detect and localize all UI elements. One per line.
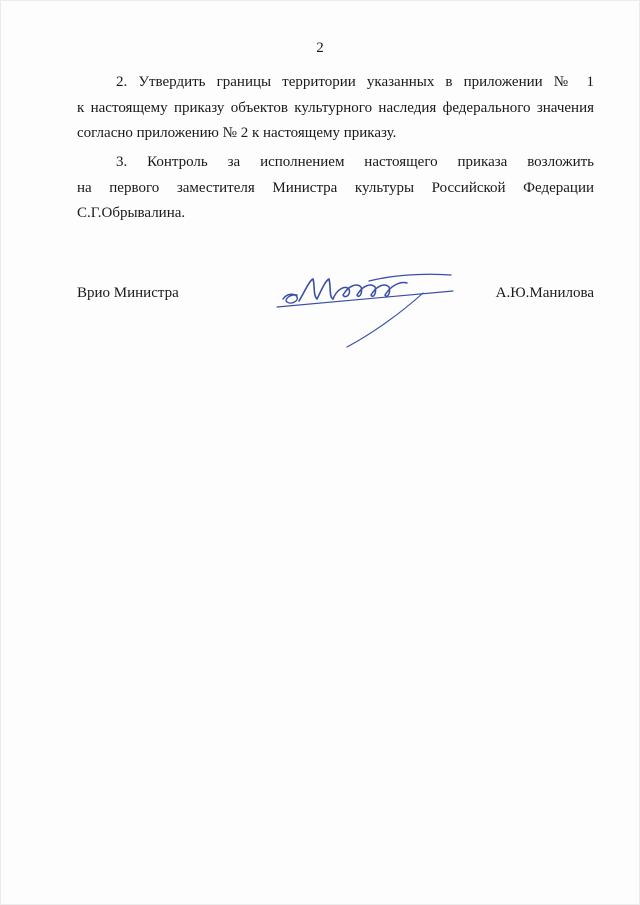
- signature-block: [77, 285, 594, 355]
- paragraph-approve-boundaries: [77, 70, 594, 147]
- paragraph-line: 2. Утвердить границы территории указанных в приложении № 1: [116, 74, 594, 90]
- paragraph-line: к настоящему приказу объектов культурного наследия федерального значения: [77, 99, 594, 116]
- paragraph-line: С.Г.Обрывалина.: [77, 205, 186, 221]
- signatory-position: Врио Министра: [77, 285, 179, 301]
- paragraph-line: 3. Контроль за исполнением настоящего приказа возложить: [116, 154, 594, 170]
- page-number: 2: [316, 40, 324, 56]
- paragraph-control-assignment: [77, 150, 594, 227]
- handwritten-signature: [273, 273, 463, 353]
- paragraph-line: на первого заместителя Министра культуры Российской Федерации: [77, 179, 594, 196]
- paragraph-line: согласно приложению № 2 к настоящему приказу.: [77, 125, 397, 141]
- signatory-name: А.Ю.Манилова: [495, 285, 594, 301]
